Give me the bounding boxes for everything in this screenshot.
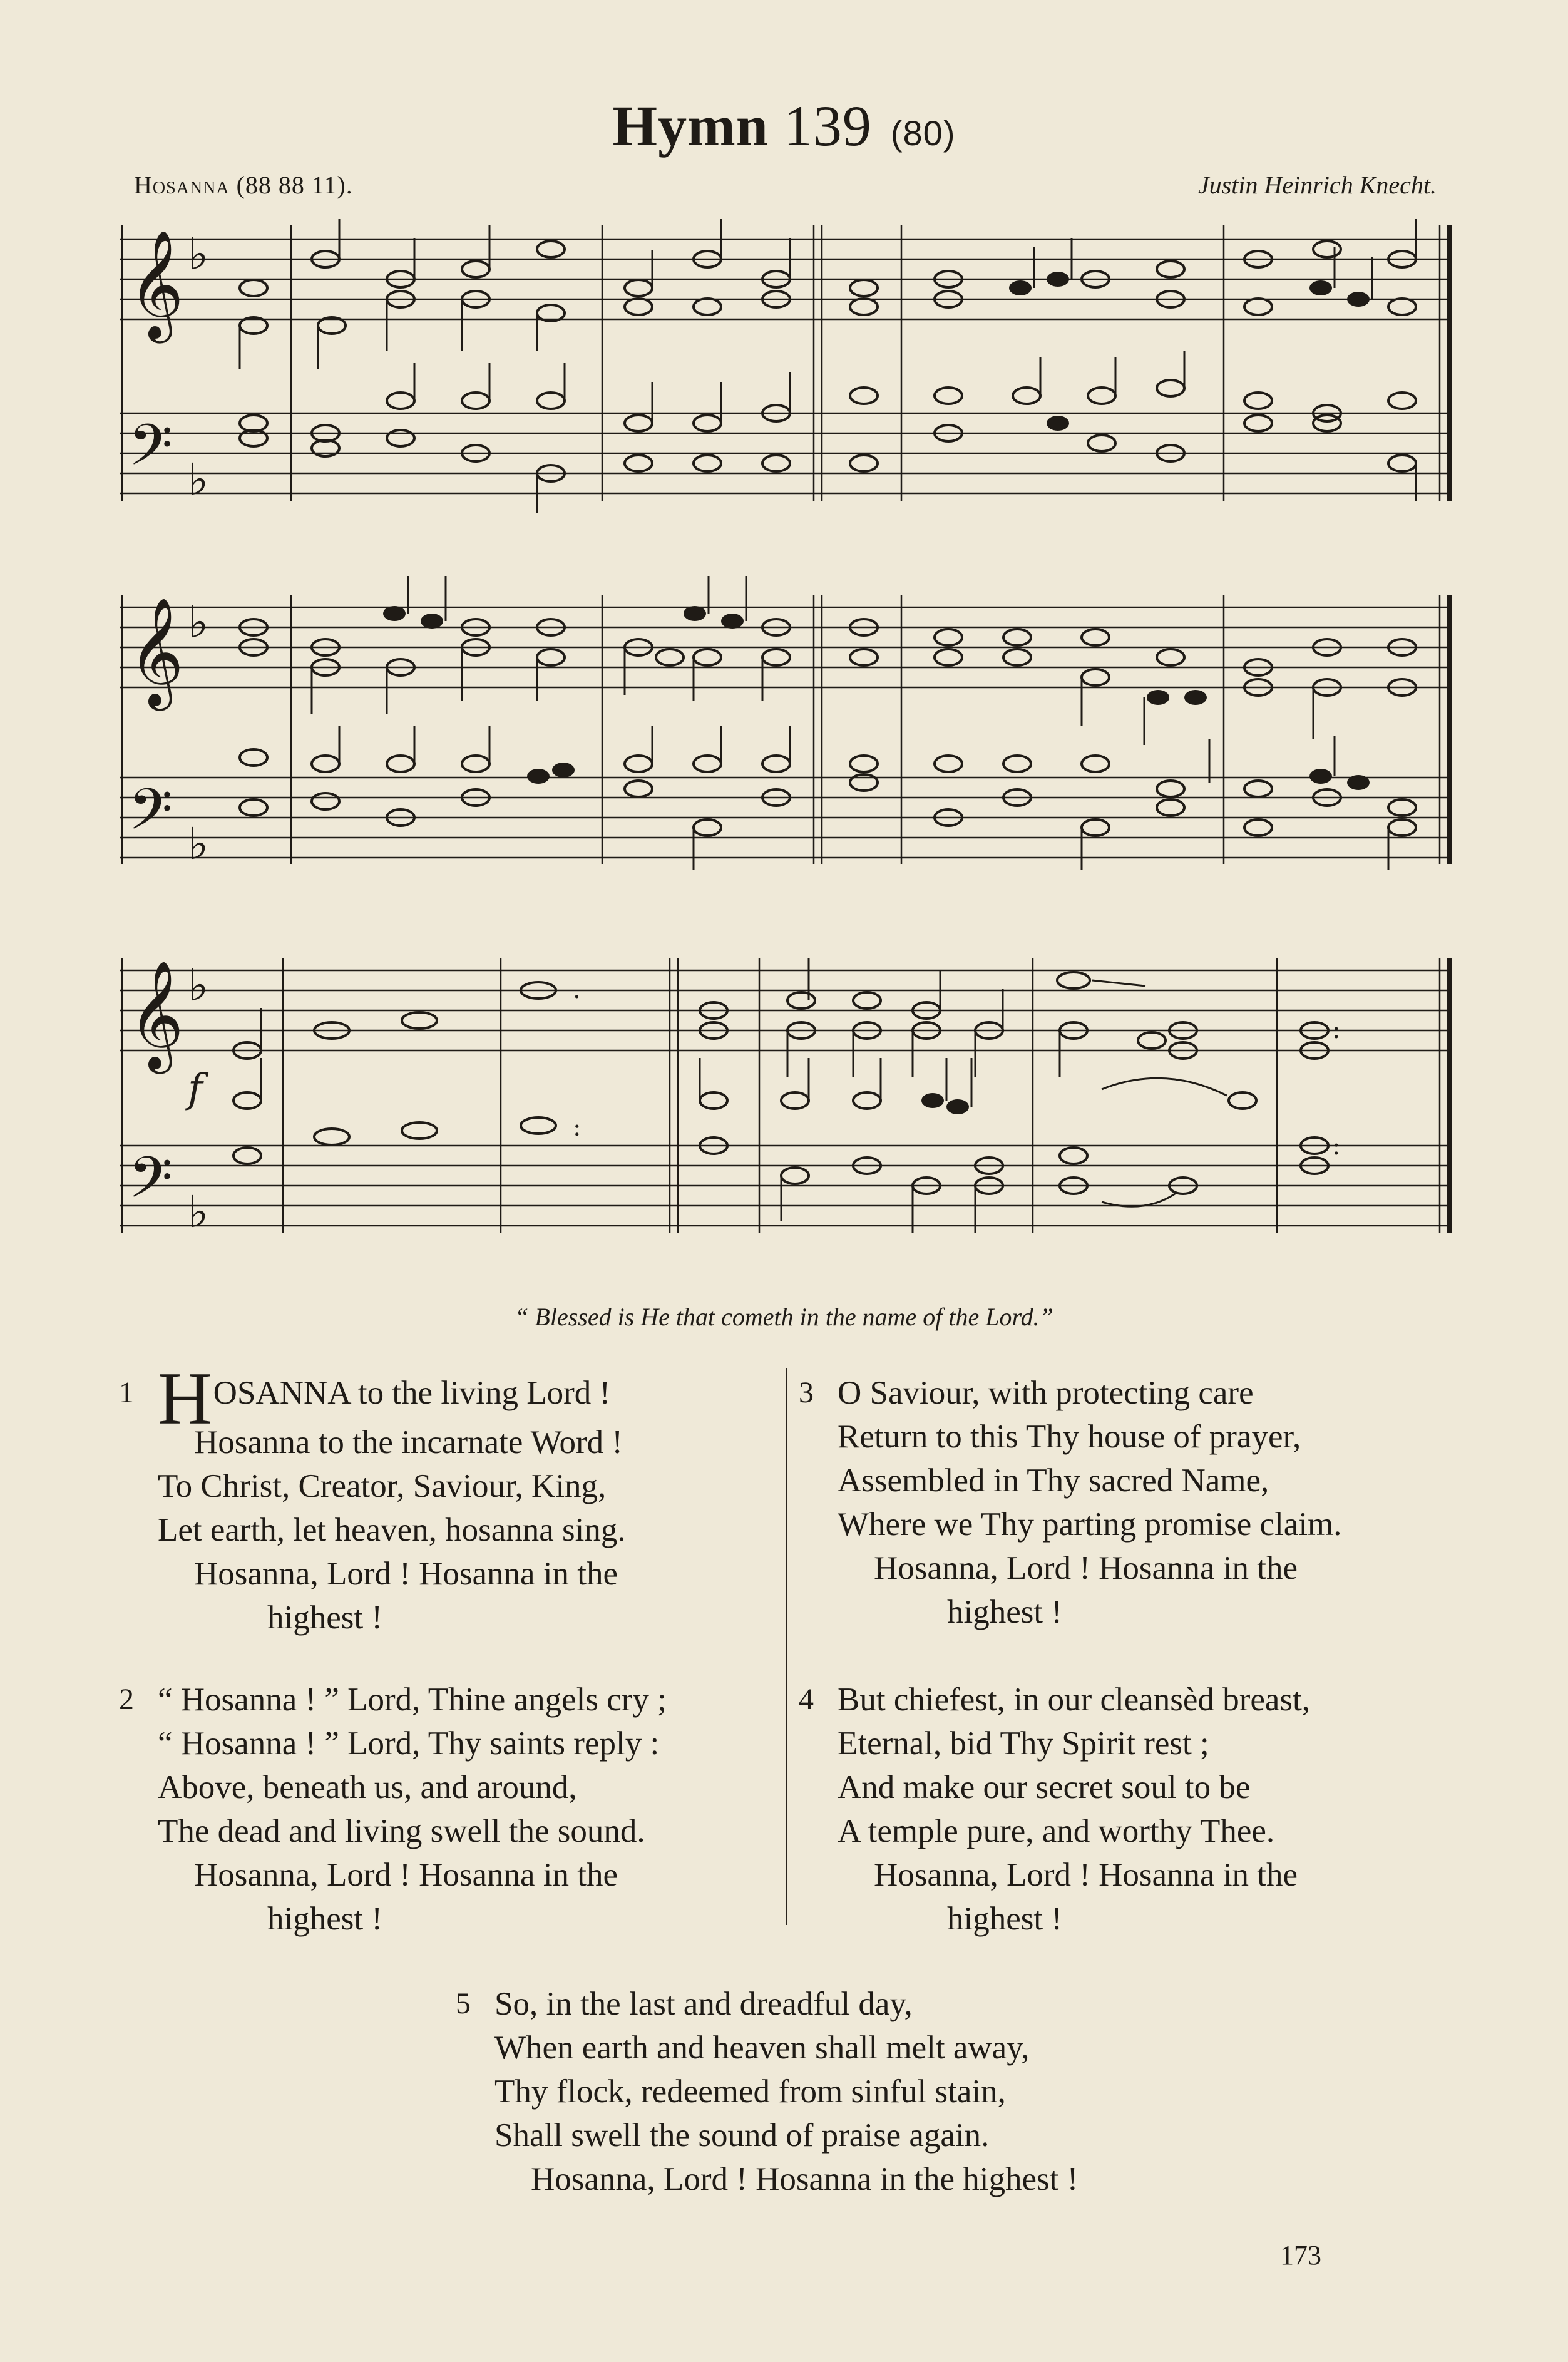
dynamic-forte: f <box>188 1065 203 1112</box>
verse-line: Thy flock, redeemed from sinful stain, <box>494 2073 1006 2110</box>
verse-4 <box>799 1678 1310 1941</box>
verse-line: But chiefest, in our cleansèd breast, <box>838 1682 1310 1718</box>
alt-hymn-number: (80) <box>890 113 956 153</box>
svg-text:♭: ♭ <box>188 818 209 870</box>
verse-line: Shall swell the sound of praise again. <box>494 2117 990 2154</box>
svg-text:♭: ♭ <box>188 1186 209 1238</box>
verse-number: 4 <box>799 1683 814 1716</box>
verse-number: 3 <box>799 1376 814 1409</box>
verse-line: Above, beneath us, and around, <box>158 1769 577 1805</box>
svg-text:𝄞: 𝄞 <box>128 230 184 339</box>
verse-5 <box>456 1982 1079 2201</box>
hymn-number: 139 <box>783 94 872 158</box>
verse-number: 2 <box>119 1683 134 1716</box>
drop-cap: H <box>158 1357 212 1440</box>
music-system-3 <box>0 739 1568 1252</box>
verse-line: Return to this Thy house of prayer, <box>838 1419 1301 1455</box>
verse-line: Hosanna, Lord ! Hosanna in the <box>874 1857 1298 1893</box>
svg-text:.: . <box>573 975 581 1004</box>
verse-line: highest ! <box>947 1901 1062 1937</box>
verse-number: 1 <box>119 1376 134 1409</box>
verse-line: Let earth, let heaven, hosanna sing. <box>158 1512 626 1548</box>
svg-text:𝄢: 𝄢 <box>128 1144 173 1225</box>
svg-text::: : <box>1332 1132 1341 1161</box>
verse-line: The dead and living swell the sound. <box>158 1813 645 1849</box>
svg-text:♭: ♭ <box>188 454 209 505</box>
verse-line: Where we Thy parting promise claim. <box>838 1506 1342 1543</box>
verse-line: Eternal, bid Thy Spirit rest ; <box>838 1725 1209 1762</box>
verse-1 <box>119 1357 626 1640</box>
verse-line: Hosanna, Lord ! Hosanna in the <box>194 1556 618 1592</box>
verse-number: 5 <box>456 1987 471 2020</box>
verse-2 <box>119 1678 667 1941</box>
verse-line <box>158 1357 626 1440</box>
verse-line: “ Hosanna ! ” Lord, Thine angels cry ; <box>158 1682 667 1718</box>
svg-text:𝄞: 𝄞 <box>128 960 184 1069</box>
verse-line-text: OSANNA to the living Lord ! <box>213 1375 611 1411</box>
composer-name: Justin Heinrich Knecht. <box>1197 171 1437 199</box>
svg-text:𝄢: 𝄢 <box>128 412 173 492</box>
column-divider <box>786 1368 787 1925</box>
verse-line: And make our secret soul to be <box>838 1769 1251 1805</box>
verse-line: Hosanna, Lord ! Hosanna in the <box>194 1857 618 1893</box>
verse-line: Hosanna, Lord ! Hosanna in the <box>874 1550 1298 1586</box>
svg-text::: : <box>573 1113 582 1142</box>
verse-line: highest ! <box>947 1594 1062 1630</box>
svg-text::: : <box>1332 1015 1341 1044</box>
hymn-word: Hymn <box>612 94 769 158</box>
svg-text:𝄢: 𝄢 <box>128 776 173 856</box>
verse-line: O Saviour, with protecting care <box>838 1375 1254 1411</box>
music-notation-3 <box>0 739 1568 1252</box>
verse-line: So, in the last and dreadful day, <box>494 1986 913 2022</box>
scripture-caption: “ Blessed is He that cometh in the name of the Lord.” <box>515 1303 1053 1331</box>
verse-line: highest ! <box>267 1599 382 1636</box>
svg-text:𝄞: 𝄞 <box>128 597 184 706</box>
verse-line: Assembled in Thy sacred Name, <box>838 1462 1269 1499</box>
verse-line: Hosanna to the incarnate Word ! <box>194 1424 623 1461</box>
svg-text:♭: ♭ <box>188 228 209 280</box>
verse-line: highest ! <box>267 1901 382 1937</box>
verse-line: To Christ, Creator, Saviour, King, <box>158 1468 607 1504</box>
verse-line: “ Hosanna ! ” Lord, Thy saints reply : <box>158 1725 660 1762</box>
svg-text:♭: ♭ <box>188 960 209 1011</box>
page-number: 173 <box>1280 2240 1321 2271</box>
verse-line: Hosanna, Lord ! Hosanna in the highest ! <box>531 2161 1079 2197</box>
svg-text:♭: ♭ <box>188 597 209 648</box>
verse-line: A temple pure, and worthy Thee. <box>838 1813 1275 1849</box>
verse-3 <box>799 1371 1342 1634</box>
verse-line: When earth and heaven shall melt away, <box>494 2030 1030 2066</box>
tune-name: Hosanna (88 88 11). <box>134 171 353 199</box>
